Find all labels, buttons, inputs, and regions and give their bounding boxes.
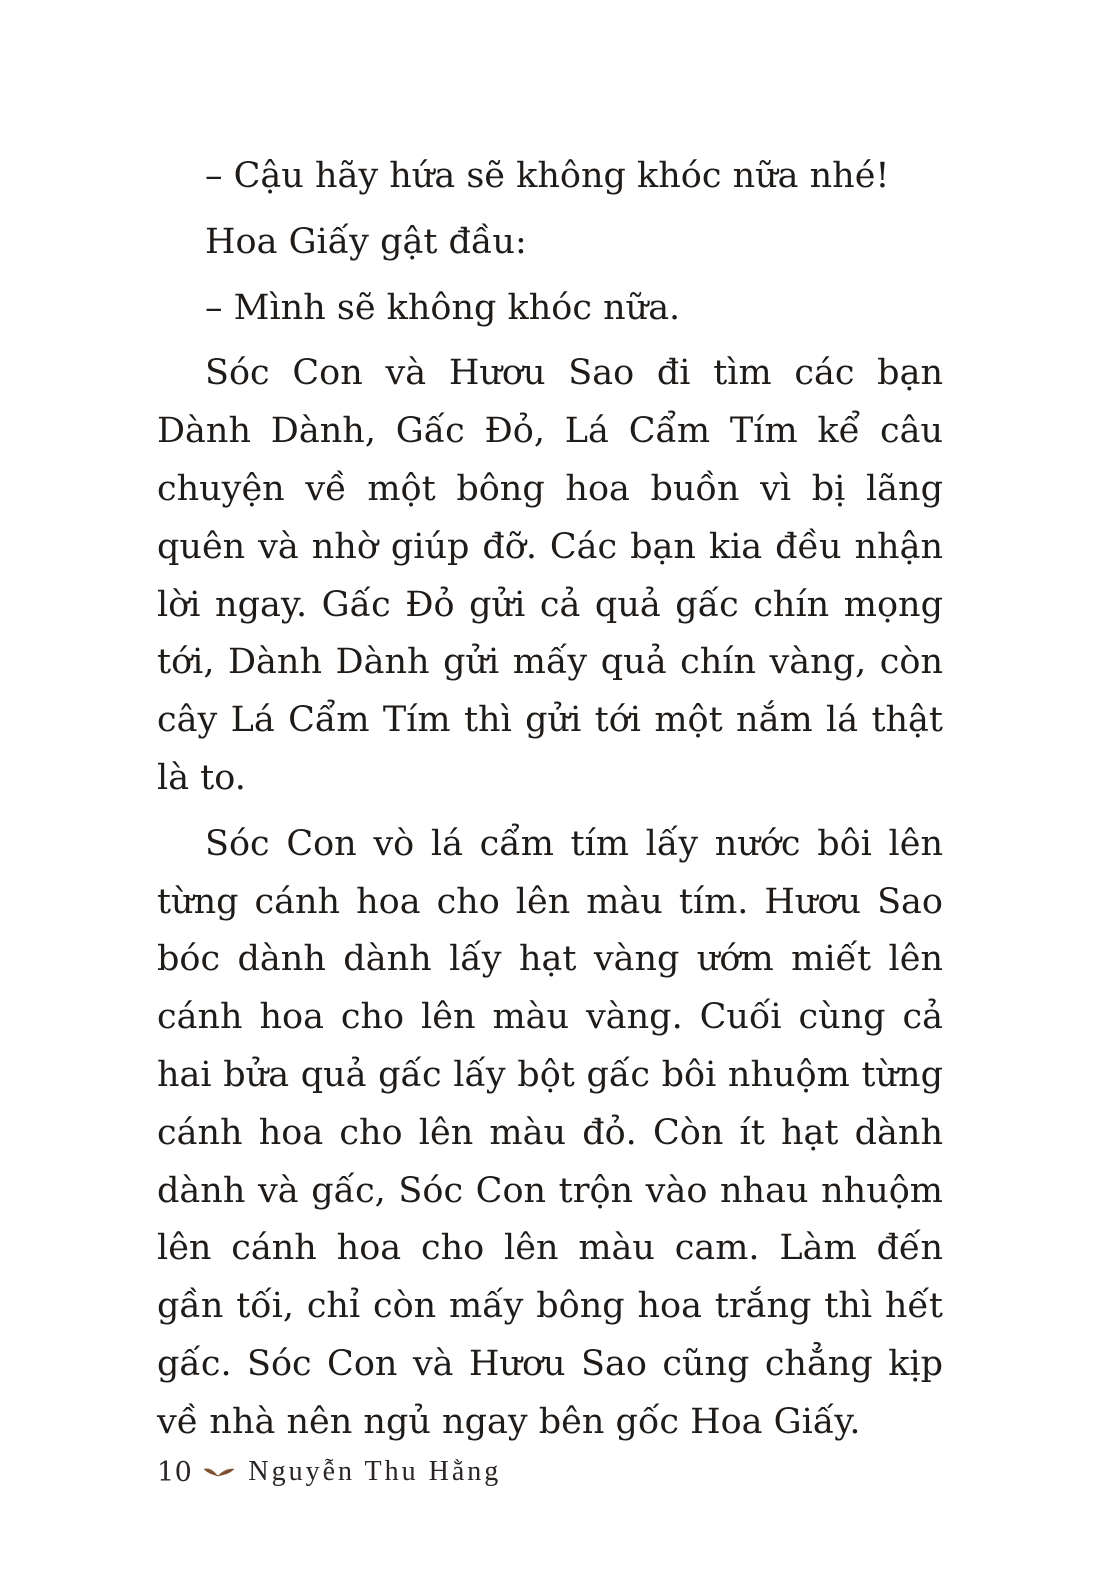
- page-footer: [157, 1452, 501, 1492]
- author-name: Nguyễn Thu Hằng: [248, 1456, 502, 1487]
- paragraph-search-friends: Sóc Con và Hươu Sao đi tìm các bạn Dành Dành, Gấc Đỏ, Lá Cẩm Tím kể câu chuyện về một bông hoa buồn vì bị lãng quên và nhờ giúp đỡ. Các bạn kia đều nhận lời ngay. Gấc Đỏ gửi cả quả gấc chín mọng tới, Dành Dành gửi mấy quả chín vàng, còn cây Lá Cẩm Tím thì gửi tới một nắm lá thật là to.: [157, 353, 943, 798]
- leaf-ornament-icon: [202, 1463, 236, 1481]
- body-text: [157, 148, 943, 1452]
- page-number: 10: [157, 1456, 193, 1488]
- dialogue-line-1: – Cậu hãy hứa sẽ không khóc nữa nhé!: [205, 156, 890, 196]
- dialogue-line-2: – Mình sẽ không khóc nữa.: [205, 287, 681, 328]
- paragraph-dyeing-flowers: Sóc Con vò lá cẩm tím lấy nước bôi lên từng cánh hoa cho lên màu tím. Hươu Sao bóc dành dành lấy hạt vàng ướm miết lên cánh hoa cho lên màu vàng. Cuối cùng cả hai bửa quả gấc lấy bột gấc bôi nhuộm từng cánh hoa cho lên màu đỏ. Còn ít hạt dành dành và gấc, Sóc Con trộn vào nhau nhuộm lên cánh hoa cho lên màu cam. Làm đến gần tối, chỉ còn mấy bông hoa trắng thì hết gấc. Sóc Con và Hươu Sao cũng chẳng kịp về nhà nên ngủ ngay bên gốc Hoa Giấy.: [157, 823, 943, 1442]
- narration-line: Hoa Giấy gật đầu:: [205, 221, 527, 262]
